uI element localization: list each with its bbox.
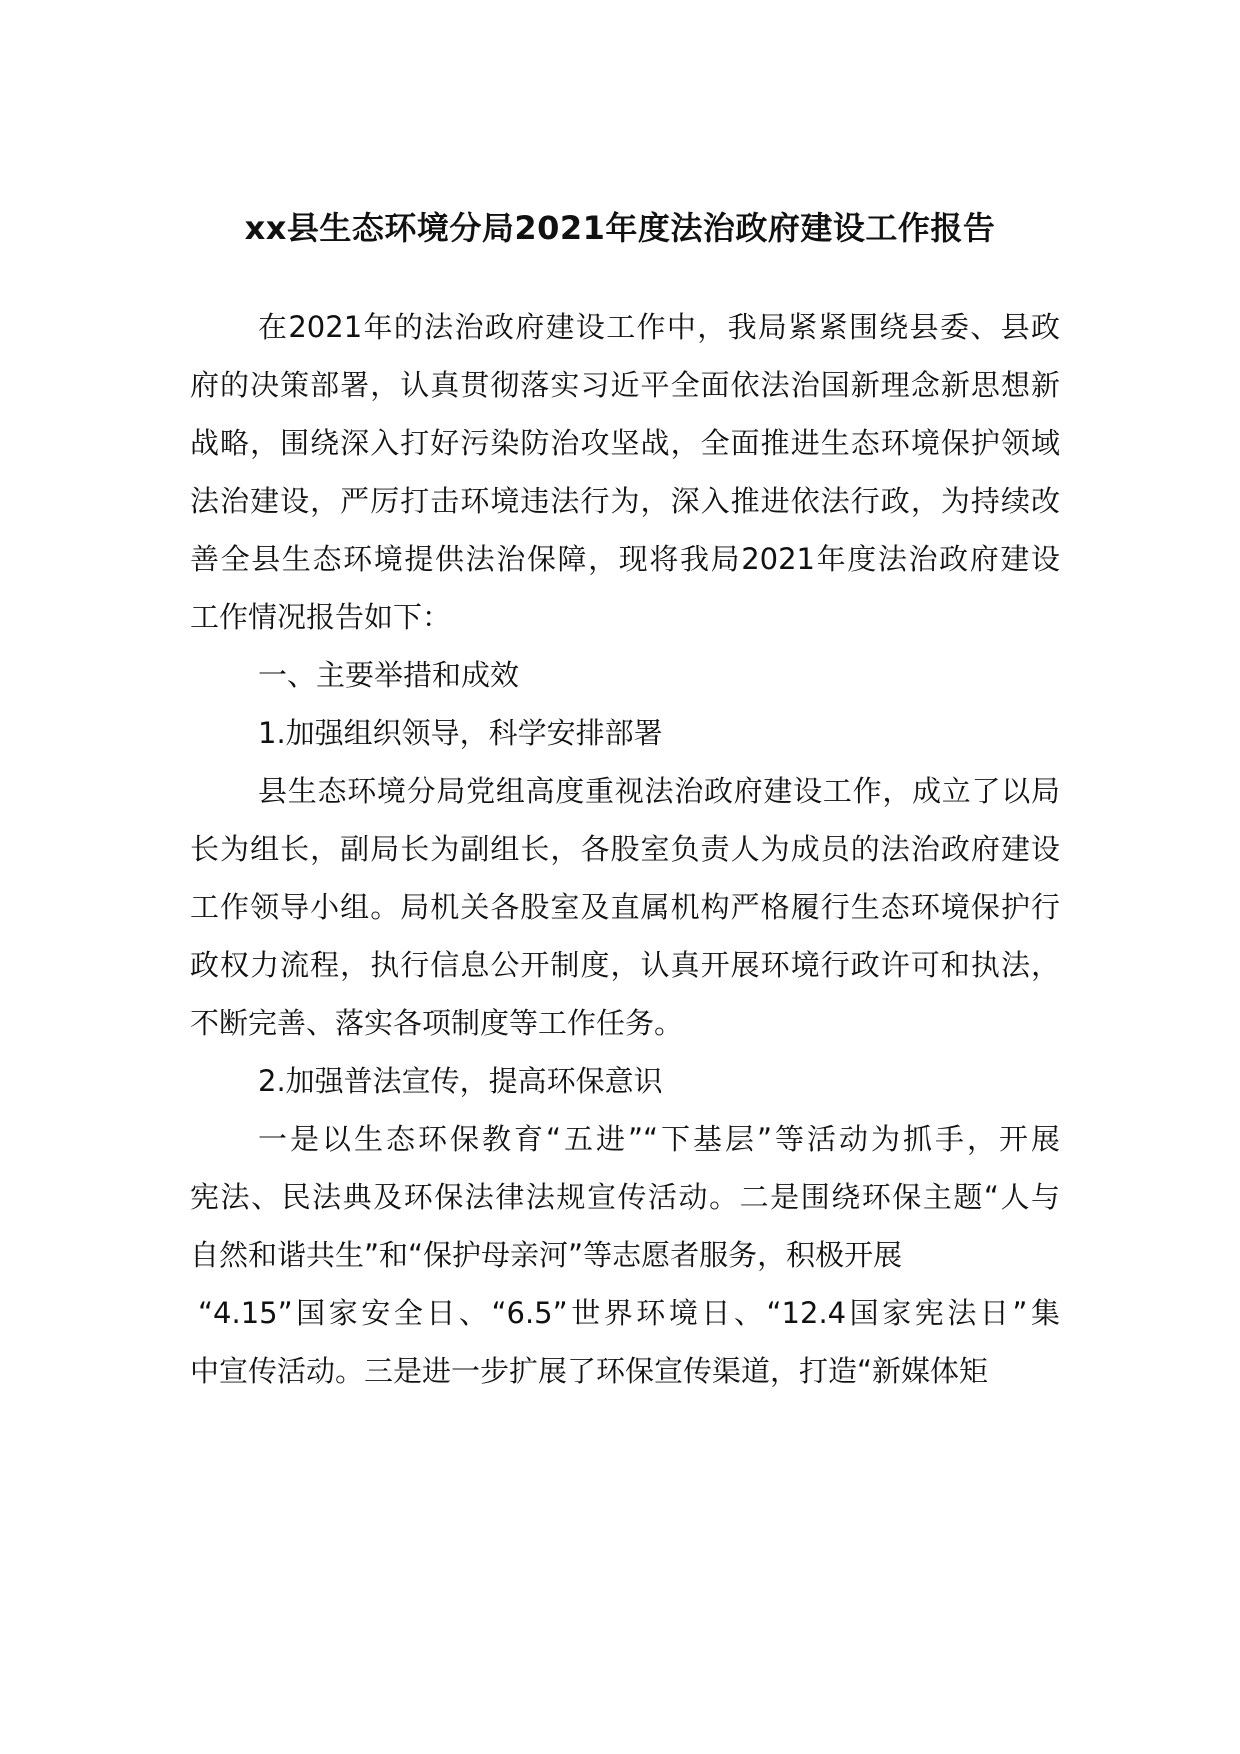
subsection-heading: 1.加强组织领导，科学安排部署 bbox=[258, 716, 663, 750]
body-line: 县生态环境分局党组高度重视法治政府建设工作，成立了以局 bbox=[258, 774, 1060, 808]
body-line: 在2021年的法治政府建设工作中，我局紧紧围绕县委、县政 bbox=[258, 310, 1060, 344]
body-line: 一是以生态环保教育“五进”“下基层”等活动为抓手，开展 bbox=[258, 1122, 1060, 1156]
body-line: 工作情况报告如下： bbox=[190, 600, 452, 634]
body-line: 宪法、民法典及环保法律法规宣传活动。二是围绕环保主题“人与 bbox=[190, 1180, 1060, 1214]
body-line: 战略，围绕深入打好污染防治攻坚战，全面推进生态环境保护领域 bbox=[190, 426, 1060, 460]
body-line: 法治建设，严厉打击环境违法行为，深入推进依法行政，为持续改 bbox=[190, 484, 1060, 518]
body-line: 中宣传活动。三是进一步扩展了环保宣传渠道，打造“新媒体矩 bbox=[190, 1354, 989, 1388]
body-line: “4.15”国家安全日、“6.5”世界环境日、“12.4国家宪法日”集 bbox=[198, 1296, 1060, 1330]
body-line: 不断完善、落实各项制度等工作任务。 bbox=[190, 1006, 684, 1040]
body-line: 政权力流程，执行信息公开制度，认真开展环境行政许可和执法， bbox=[190, 948, 1060, 982]
section-heading: 一、主要举措和成效 bbox=[258, 658, 520, 692]
document-title: xx县生态环境分局2021年度法治政府建设工作报告 bbox=[244, 209, 996, 247]
body-line: 自然和谐共生”和“保护母亲河”等志愿者服务，积极开展 bbox=[190, 1238, 903, 1272]
subsection-heading: 2.加强普法宣传，提高环保意识 bbox=[258, 1064, 663, 1098]
body-line: 府的决策部署，认真贯彻落实习近平全面依法治国新理念新思想新 bbox=[190, 368, 1060, 402]
body-line: 工作领导小组。局机关各股室及直属机构严格履行生态环境保护行 bbox=[190, 890, 1060, 924]
body-line: 长为组长，副局长为副组长，各股室负责人为成员的法治政府建设 bbox=[190, 832, 1060, 866]
body-line: 善全县生态环境提供法治保障，现将我局2021年度法治政府建设 bbox=[190, 542, 1060, 576]
